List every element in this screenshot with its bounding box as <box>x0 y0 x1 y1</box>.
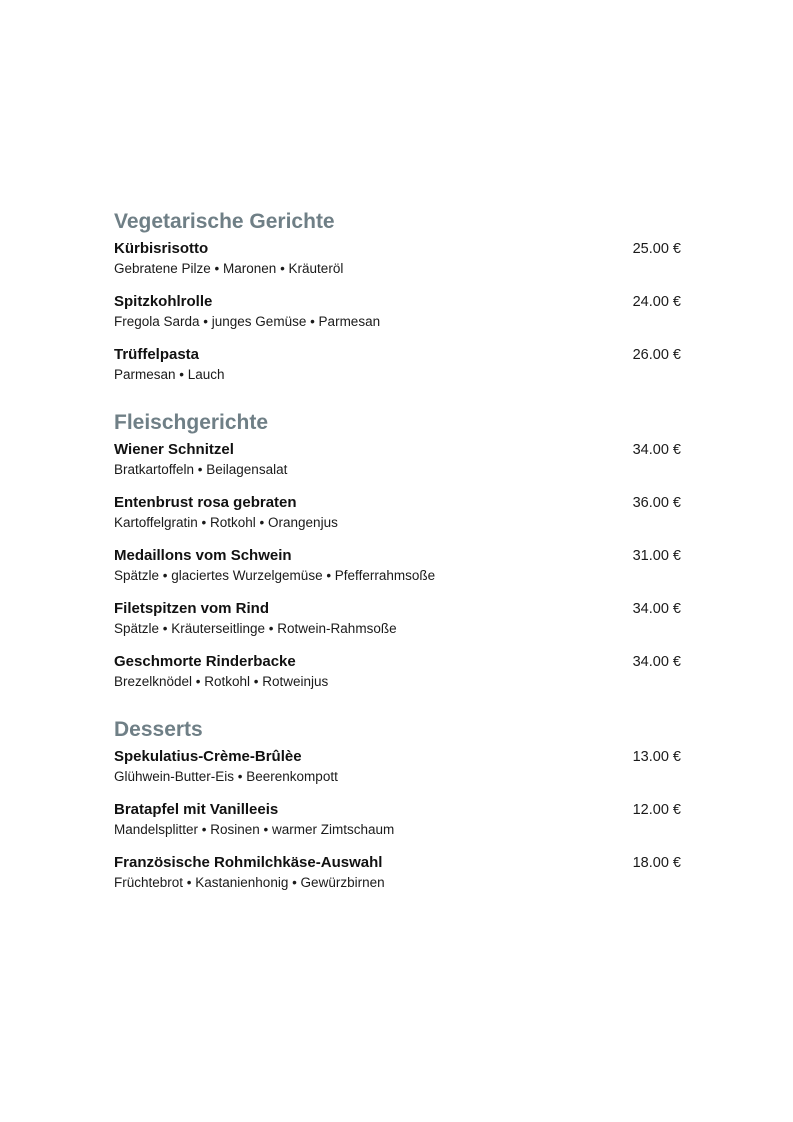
dish-description: Spätzle • glaciertes Wurzelgemüse • Pfefferrahmsoße <box>114 568 436 583</box>
dish-description: Mandelsplitter • Rosinen • warmer Zimtschaum <box>114 822 395 837</box>
dish-price: 12.00 € <box>632 802 681 818</box>
dish-item <box>114 747 681 800</box>
section-vegetarian <box>114 208 681 398</box>
dish-name: Spekulatius-Crème-Brûlèe <box>114 748 302 765</box>
dish-description: Gebratene Pilze • Maronen • Kräuteröl <box>114 261 344 276</box>
dish-name: Französische Rohmilchkäse-Auswahl <box>114 854 383 871</box>
dish-description: Glühwein-Butter-Eis • Beerenkompott <box>114 769 338 784</box>
dish-price: 24.00 € <box>632 294 681 310</box>
dish-item <box>114 345 681 398</box>
dish-description: Kartoffelgratin • Rotkohl • Orangenjus <box>114 515 338 530</box>
dish-item <box>114 239 681 292</box>
dish-item <box>114 853 681 906</box>
dish-item <box>114 440 681 493</box>
dish-price: 31.00 € <box>632 548 681 564</box>
dish-name: Kürbisrisotto <box>114 240 209 257</box>
dish-description: Spätzle • Kräuterseitlinge • Rotwein-Rahmsoße <box>114 621 397 636</box>
dish-name: Wiener Schnitzel <box>114 441 234 458</box>
dish-price: 26.00 € <box>632 347 681 363</box>
dish-item <box>114 800 681 853</box>
dish-price: 36.00 € <box>632 495 681 511</box>
dish-item <box>114 652 681 705</box>
dish-price: 34.00 € <box>632 442 681 458</box>
dish-price: 25.00 € <box>632 241 681 257</box>
section-desserts <box>114 716 681 906</box>
section-title: Desserts <box>114 718 203 741</box>
dish-item <box>114 493 681 546</box>
dish-price: 13.00 € <box>632 749 681 765</box>
dish-price: 34.00 € <box>632 654 681 670</box>
dish-description: Fregola Sarda • junges Gemüse • Parmesan <box>114 314 381 329</box>
section-meat <box>114 409 681 705</box>
menu-page <box>114 208 681 906</box>
dish-description: Bratkartoffeln • Beilagensalat <box>114 462 288 477</box>
dish-description: Parmesan • Lauch <box>114 367 225 382</box>
dish-description: Brezelknödel • Rotkohl • Rotweinjus <box>114 674 329 689</box>
dish-item <box>114 546 681 599</box>
dish-name: Trüffelpasta <box>114 346 200 363</box>
dish-price: 18.00 € <box>632 855 681 871</box>
dish-item <box>114 599 681 652</box>
dish-name: Medaillons vom Schwein <box>114 547 292 564</box>
dish-price: 34.00 € <box>632 601 681 617</box>
dish-name: Geschmorte Rinderbacke <box>114 653 296 670</box>
section-title: Vegetarische Gerichte <box>114 210 335 233</box>
dish-name: Filetspitzen vom Rind <box>114 600 270 617</box>
section-title: Fleischgerichte <box>114 411 269 434</box>
dish-description: Früchtebrot • Kastanienhonig • Gewürzbirnen <box>114 875 385 890</box>
dish-item <box>114 292 681 345</box>
dish-name: Spitzkohlrolle <box>114 293 213 310</box>
dish-name: Entenbrust rosa gebraten <box>114 494 297 511</box>
dish-name: Bratapfel mit Vanilleeis <box>114 801 279 818</box>
